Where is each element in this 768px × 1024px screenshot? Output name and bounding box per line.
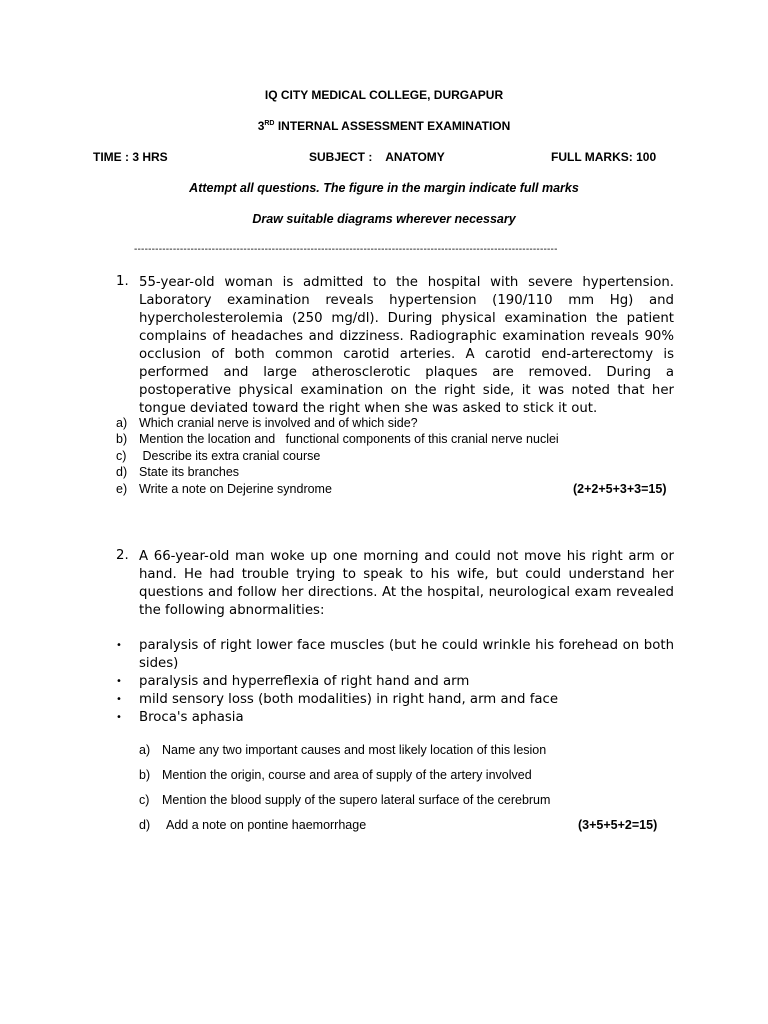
q2-bullet-4-marker: • [116, 712, 122, 723]
q2-part-b-label: b) [139, 768, 151, 782]
q1-part-d-text: State its branches [139, 465, 240, 479]
exam-number: 3 [257, 119, 265, 133]
instruction-line-1: Attempt all questions. The figure in the margin indicate full marks [189, 181, 579, 195]
question-2-number: 2. [116, 548, 129, 563]
question-1-number: 1. [116, 274, 129, 289]
q2-bullet-2-marker: • [116, 676, 122, 687]
q1-part-e-text: Write a note on Dejerine syndrome [139, 482, 332, 496]
q2-bullet-3-text: mild sensory loss (both modalities) in right hand, arm and face [139, 692, 559, 707]
q2-part-c-text: Mention the blood supply of the supero lateral surface of the cerebrum [162, 793, 551, 807]
q1-part-c-text: Describe its extra cranial course [139, 449, 321, 463]
q2-bullet-2-text: paralysis and hyperreflexia of right hand and arm [139, 674, 470, 689]
exam-title-text: INTERNAL ASSESSMENT EXAMINATION [274, 119, 511, 133]
q2-bullet-1-marker: • [116, 640, 122, 651]
question-2-stem: A 66-year-old man woke up one morning and could not move his right arm or hand. He had trouble trying to speak to his wife, but could understand her questions and follow her directions. At the hospital, neurological exam revealed the following abnormalities: [139, 549, 674, 618]
q1-part-a-label: a) [116, 416, 128, 430]
exam-number-suffix: RD [264, 120, 275, 127]
q1-part-c-label: c) [116, 449, 127, 463]
q2-bullet-3-marker: • [116, 694, 122, 705]
q2-part-b-text: Mention the origin, course and area of supply of the artery involved [162, 768, 532, 782]
q2-part-c-label: c) [139, 793, 150, 807]
q1-part-b-label: b) [116, 432, 128, 446]
q1-part-a-text: Which cranial nerve is involved and of which side? [139, 416, 418, 430]
divider-line: ------------------------------------------------------------------------------------------------------------------------ [134, 244, 558, 255]
exam-title [0, 119, 768, 133]
q2-part-a-text: Name any two important causes and most likely location of this lesion [162, 743, 547, 757]
college-name: IQ CITY MEDICAL COLLEGE, DURGAPUR [264, 88, 504, 102]
exam-time: TIME : 3 HRS [93, 150, 168, 164]
q2-part-d-text: Add a note on pontine haemorrhage [166, 818, 367, 832]
instruction-line-2: Draw suitable diagrams wherever necessary [252, 212, 516, 226]
q2-marks: (3+5+5+2=15) [578, 818, 658, 832]
q1-marks: (2+2+5+3+3=15) [573, 482, 667, 496]
q1-part-e-label: e) [116, 482, 128, 496]
q1-part-b-text: Mention the location and functional components of this cranial nerve nuclei [139, 432, 559, 446]
q1-part-d-label: d) [116, 465, 128, 479]
question-1-stem: 55-year-old woman is admitted to the hospital with severe hypertension. Laboratory examination reveals hypertension (190/110 mm Hg) and hypercholesterolemia (250 mg/dl). During physical examination the patient complains of headaches and dizziness. Radiographic examination reveals 90% occlusion of both common carotid arteries. A carotid end-arterectomy is performed and large atherosclerotic plaques are removed. During a postoperative physical examination on the right side, it was noted that her tongue deviated toward the right when she was asked to stick it out. [139, 275, 674, 416]
q2-bullet-4-text: Broca's aphasia [139, 710, 244, 725]
exam-subject: SUBJECT : ANATOMY [309, 150, 445, 164]
q2-part-d-label: d) [139, 818, 151, 832]
q2-bullet-1-text: paralysis of right lower face muscles (but he could wrinkle his forehead on both sides) [139, 638, 674, 671]
q2-part-a-label: a) [139, 743, 151, 757]
full-marks: FULL MARKS: 100 [551, 150, 657, 164]
